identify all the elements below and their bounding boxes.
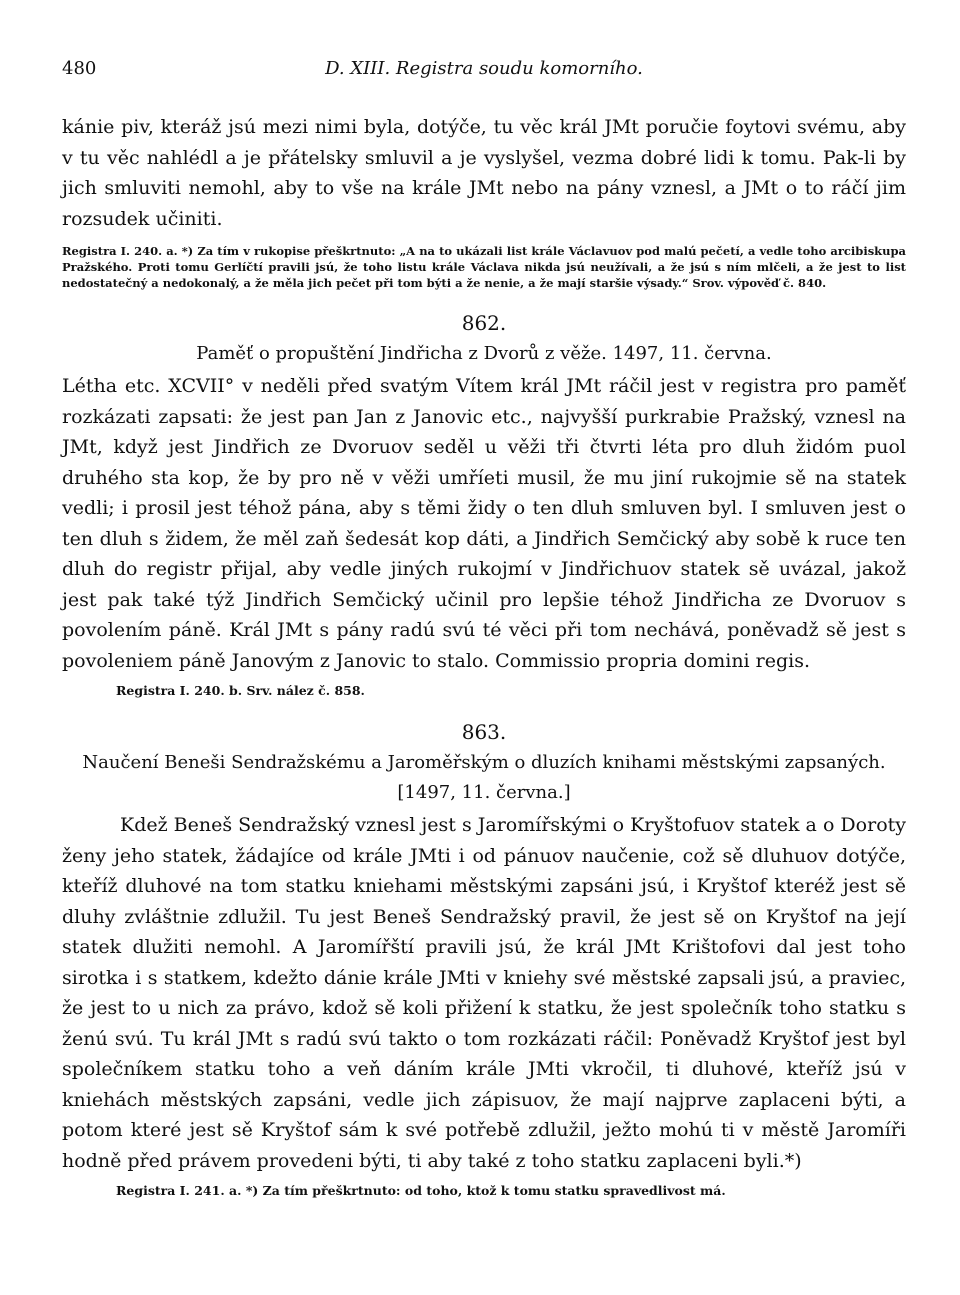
document-source-862: Registra I. 240. b. Srv. nález č. 858. xyxy=(116,683,365,699)
document-text-862: Létha etc. XCVII° v neděli před svatým Vítem král JMt ráčil jest v registra pro paměť rozkázati zapsati: že jest pan Jan z Janovic etc., najvyšší purkrabie Pražský, vznesl na JMt, když jest Jindřich ze Dvoruov seděl u věži tři čtvrti léta pro dluh židóm puol druhého sta kop, že by pro ně v věži umříeti musil, že mu jiní rukojmie sě na statek vedli; i prosil jest téhož pána, aby s těmi židy o ten dluh smluven byl. I smluven jest o ten dluh s židem, že měl zaň šedesát kop dáti, a Jindřich Semčický aby sobě k ruce ten dluh do registr přijal, aby vedle jiných rukojmí v Jindřichuov statek sě uvázal, jakož jest pak také týž Jindřich Semčický učinil pro lepšie téhož Jindřicha ze Dvoruov s povolením páně. Král JMt s pány radú svú té věci při tom nechává, poněvadž sě jest s povoleniem páně Janovým z Janovic to stalo. Commissio propria domini regis. xyxy=(62,375,906,672)
page-number: 480 xyxy=(62,58,97,79)
continued-paragraph: kánie piv, kteráž jsú mezi nimi byla, dotýče, tu věc král JMt poručie foytovi svému, aby v tu věc nahlédl a je přátelsky smluvil a je vyslyšel, vezma dobré lidi k tomu. Pak-li by jich smluviti nemohl, aby to vše na krále JMt nebo na pány vznesl, a JMt o to ráčí jim rozsudek učiniti. xyxy=(62,116,906,230)
page-header xyxy=(62,58,906,86)
document-text-863: Kdež Beneš Sendražský vznesl jest s Jaromířskými o Kryštofuov statek a o Doroty ženy jeho statek, žádajíce od krále JMti i od pánuov naučenie, což sě dluhuov dotýče, kteříž dluhové na tom statku kniehami městskými zapsáni jsú, i Kryštof kteréž jest sě dluhy zvláštnie zdlužil. Tu jest Beneš Sendražský pravil, že jest sě on Kryštof na její statek dlužiti nemohl. A Jaromířští pravili jsú, že král JMt Krištofovi dal jest toho sirotka i s statkem, kdežto dánie krále JMti v kniehy své městské zapsali jsú, a praviec, že jest to u nich za právo, kdož sě koli přižení k statku, že jest společník toho statku s ženú svú. Tu král JMt s radú svú takto o tom rozkázati ráčil: Poněvadž Kryštof jest byl společníkem statku toho a veň dáním krále JMti vkročil, ti dluhové, kteříž jsú v kniehách městských zapsáni, vedle jich zápisuov, že mají najprve zaplaceni býti, a potom které jest sě Kryštof sám k své potřebě zdlužil, ježto mohú ti v městě Jaromíři hodně před právem provedeni býti, ti aby také z toho statku zaplaceni byli.*) xyxy=(62,814,906,1172)
document-title-862: Paměť o propuštění Jindřicha z Dvorů z věže. 1497, 11. června. xyxy=(196,343,772,365)
document-source-863: Registra I. 241. a. *) Za tím přeškrtnuto: od toho, ktož k tomu statku spravedlivost má. xyxy=(116,1183,726,1199)
document-title-863-line2: [1497, 11. června.] xyxy=(397,782,571,804)
document-page xyxy=(62,58,906,1200)
running-title: D. XIII. Registra soudu komorního. xyxy=(325,58,643,79)
editorial-note: Registra I. 240. a. *) Za tím v rukopise přeškrtnuto: „A na to ukázali list krále Václavuov pod malú pečetí, a vedle toho arcibiskupa Pražského. Proti tomu Gerlíčtí pravili jsú, že toho listu krále Václava nikda jsú neužívali, a že jsú s ním mlčeli, a že jest to list nedostatečný a nedokonalý, a že měla jich pečet při tom býti a že nenie, a že mají staršie výsady.“ Srov. výpověď č. 840. xyxy=(62,244,906,290)
document-title-863-line1: Naučení Benešі Sendražskému a Jaroměřským o dluzích knihami městskými zapsaných. xyxy=(82,752,886,774)
document-number-863: 863. xyxy=(461,720,507,745)
document-number-862: 862. xyxy=(461,311,507,336)
